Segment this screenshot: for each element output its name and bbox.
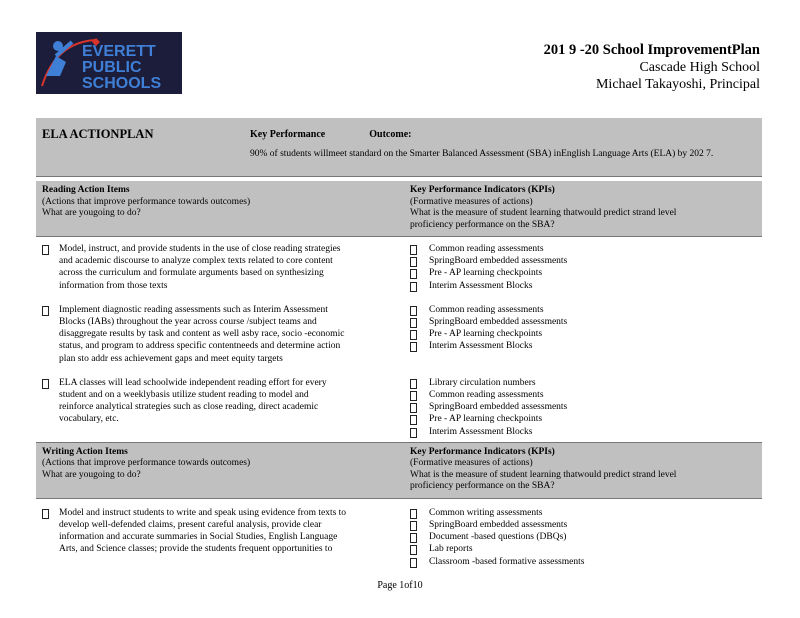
kpi-item: Lab reports bbox=[429, 544, 473, 555]
kpi-item: Pre - AP learning checkpoints bbox=[429, 268, 543, 279]
reading-kpi-sub2: What is the measure of student learning thatwould predict strand level bbox=[410, 208, 677, 218]
writing-kpi-title: Key Performance Indicators (KPIs) bbox=[410, 446, 555, 457]
kpi-item: Classroom -based formative assessments bbox=[429, 556, 585, 567]
outcome-goal: 90% of students willmeet standard on the Smarter Balanced Assessment (SBA) inEnglish Language Arts (ELA) by 202 7. bbox=[250, 149, 714, 159]
bullet-box bbox=[42, 509, 49, 519]
plan-title: 201 9 -20 School ImprovementPlan bbox=[543, 42, 760, 58]
text-line: Arts, and Science classes; provide the students frequent opportunities to bbox=[59, 544, 333, 555]
bullet-box bbox=[410, 330, 417, 340]
bullet-box bbox=[42, 379, 49, 389]
kpo-outcome-label: Outcome: bbox=[369, 129, 412, 140]
bullet-box bbox=[410, 415, 417, 425]
reading-sub1: (Actions that improve performance towards outcomes) bbox=[42, 196, 251, 207]
reading-kpi-sub1: (Formative measures of actions) bbox=[410, 196, 533, 207]
principal-name: Michael Takayoshi, Principal bbox=[595, 77, 760, 92]
bullet-box bbox=[410, 403, 417, 413]
kpi-item: Pre - AP learning checkpoints bbox=[429, 414, 543, 425]
bullet-box bbox=[410, 533, 417, 543]
text-line: reinforce analytical strategies such as close reading, direct academic bbox=[59, 402, 319, 413]
kpi-item: Common reading assessments bbox=[429, 390, 544, 401]
logo-text-line-1: EVERETT bbox=[82, 43, 156, 60]
bullet-box bbox=[410, 545, 417, 555]
bullet-box bbox=[410, 391, 417, 401]
bullet-box bbox=[410, 282, 417, 292]
ela-title: ELA ACTIONPLAN bbox=[42, 127, 154, 141]
kpi-item: Common reading assessments bbox=[429, 244, 544, 254]
writing-section-header bbox=[36, 443, 762, 498]
text-line: disaggregate results by task and content as well asby race, socio -economic bbox=[59, 329, 345, 340]
kpi-item: Interim Assessment Blocks bbox=[429, 426, 533, 437]
writing-kpi-sub2: What is the measure of student learning thatwould predict strand level bbox=[410, 469, 677, 480]
ela-action-plan bbox=[36, 118, 762, 568]
kpi-item: SpringBoard embedded assessments bbox=[429, 256, 568, 267]
school-name: Cascade High School bbox=[639, 60, 760, 75]
text-line: plan sto addr ess achievement gaps and meet equity targets bbox=[59, 353, 283, 364]
reading-kpi-title: Key Performance Indicators (KPIs) bbox=[410, 185, 555, 195]
text-line: information and accurate summaries in Social Studies, English Language bbox=[59, 532, 338, 543]
text-line: Implement diagnostic reading assessments such as Interim Assessment bbox=[59, 304, 328, 315]
kpi-item: Common writing assessments bbox=[429, 507, 543, 518]
kpo-label: Key Performance bbox=[250, 129, 326, 140]
text-line: status, and program to address specific contentneeds and determine action bbox=[59, 341, 341, 352]
writing-item-1 bbox=[36, 507, 762, 568]
writing-title: Writing Action Items bbox=[42, 446, 128, 457]
writing-kpi-sub1: (Formative measures of actions) bbox=[410, 458, 533, 469]
bullet-box bbox=[410, 306, 417, 316]
text-line: information from those texts bbox=[59, 280, 168, 291]
writing-sub2: What are yougoing to do? bbox=[42, 469, 141, 480]
bullet-box bbox=[410, 245, 417, 255]
text-line: student and on a weeklybasis utilize student reading to model and bbox=[59, 390, 309, 401]
plan-title-band bbox=[36, 118, 762, 176]
reading-sub2: What are yougoing to do? bbox=[42, 208, 141, 218]
reading-item-2 bbox=[36, 304, 762, 365]
writing-kpi-sub3: proficiency performance on the SBA? bbox=[410, 481, 555, 492]
text-line: vocabulary, etc. bbox=[59, 414, 119, 425]
kpi-item: Document -based questions (DBQs) bbox=[429, 532, 567, 543]
reading-item-1 bbox=[36, 243, 762, 292]
kpi-item: Library circulation numbers bbox=[429, 377, 536, 388]
bullet-box bbox=[410, 521, 417, 531]
writing-sub1: (Actions that improve performance towards outcomes) bbox=[42, 458, 251, 469]
text-line: across the curriculum and formulate arguments based on synthesizing bbox=[59, 268, 324, 279]
bullet-box bbox=[410, 342, 417, 352]
text-line: and academic discourse to analyze complex texts related to core content bbox=[59, 256, 333, 267]
reading-kpi-sub3: proficiency performance on the SBA? bbox=[410, 219, 555, 230]
bullet-box bbox=[42, 306, 49, 316]
text-line: Blocks (IABs) throughout the year across course /subject teams and bbox=[59, 317, 317, 328]
logo-graphic bbox=[36, 32, 182, 94]
text-line: develop well-defended claims, present careful analysis, provide clear bbox=[59, 520, 322, 531]
text-line: Model, instruct, and provide students in the use of close reading strategies bbox=[59, 244, 341, 254]
logo-text-line-2: PUBLIC bbox=[82, 59, 142, 76]
kpi-item: Interim Assessment Blocks bbox=[429, 341, 533, 352]
bullet-box bbox=[410, 269, 417, 279]
kpi-item: Common reading assessments bbox=[429, 304, 544, 315]
reading-section-header bbox=[36, 181, 762, 236]
bullet-box bbox=[410, 558, 417, 568]
kpi-item: SpringBoard embedded assessments bbox=[429, 317, 568, 328]
logo-text-line-3: SCHOOLS bbox=[82, 75, 162, 92]
document-header bbox=[544, 42, 760, 93]
reading-title: Reading Action Items bbox=[42, 185, 130, 195]
kpi-item: Interim Assessment Blocks bbox=[429, 280, 533, 291]
page-number: Page 1of10 bbox=[377, 580, 423, 591]
reading-item-3 bbox=[36, 377, 762, 438]
kpi-item: Pre - AP learning checkpoints bbox=[429, 329, 543, 340]
text-line: Model and instruct students to write and speak using evidence from texts to bbox=[59, 507, 347, 518]
kpi-item: SpringBoard embedded assessments bbox=[429, 402, 568, 413]
bullet-box bbox=[410, 379, 417, 389]
key-performance-outcome-label bbox=[250, 129, 411, 140]
kpi-item: SpringBoard embedded assessments bbox=[429, 520, 568, 531]
bullet-box bbox=[410, 318, 417, 328]
bullet-box bbox=[410, 257, 417, 267]
district-logo bbox=[36, 32, 182, 94]
bullet-box bbox=[42, 245, 49, 255]
text-line: ELA classes will lead schoolwide independent reading effort for every bbox=[59, 377, 327, 388]
bullet-box bbox=[410, 509, 417, 519]
bullet-box bbox=[410, 428, 417, 438]
